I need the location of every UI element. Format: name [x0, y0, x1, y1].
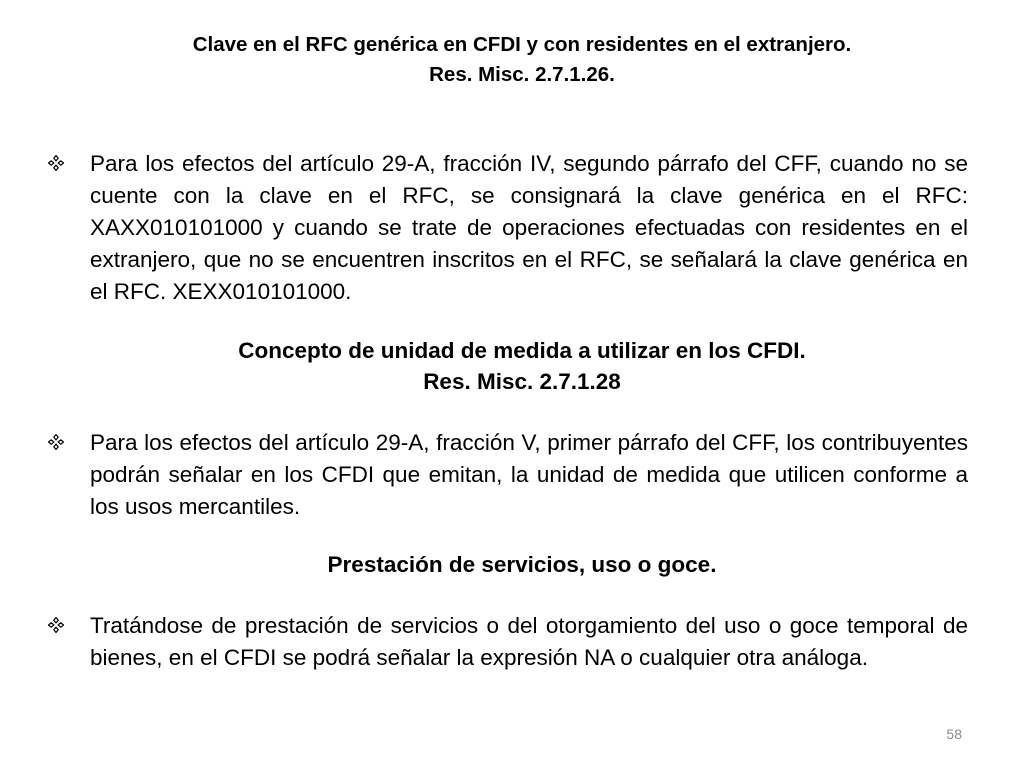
section-1-bullet [48, 148, 968, 308]
section-1-title: Clave en el RFC genérica en CFDI y con residentes en el extranjero. [192, 33, 852, 56]
section-3-bullet-text: Tratándose de prestación de servicios o del otorgamiento del uso o goce temporal de bienes, en el CFDI se podrá señalar la expresión NA o cualquier otra análoga. [90, 613, 968, 670]
section-2-bullet-text: Para los efectos del artículo 29-A, fracción V, primer párrafo del CFF, los contribuyentes podrán señalar en los CFDI que emitan, la unidad de medida que utilicen conforme a los usos mercantiles. [90, 430, 968, 519]
section-1-subtitle: Res. Misc. 2.7.1.26. [429, 63, 615, 86]
section-3-bullet [48, 610, 968, 674]
section-3-heading [40, 549, 1004, 580]
section-2-title: Concepto de unidad de medida a utilizar en los CFDI. [238, 338, 806, 363]
section-1-bullet-text: Para los efectos del artículo 29-A, fracción IV, segundo párrafo del CFF, cuando no se cuente con la clave en el RFC, se consignará la clave genérica en el RFC: XAXX010101000 y cuando se trate de operaciones efectuadas con residentes en el extranjero, que no se encuentren inscritos en el RFC, se señalará la clave genérica en el RFC. XEXX010101000. [90, 151, 968, 304]
section-2-heading [40, 335, 1004, 397]
section-1-heading [40, 30, 1004, 90]
four-diamond-bullet-icon [48, 148, 90, 178]
section-2-bullet [48, 427, 968, 523]
four-diamond-bullet-icon [48, 427, 90, 457]
page-number: 58 [946, 726, 962, 742]
four-diamond-bullet-icon [48, 610, 90, 640]
section-3-title: Prestación de servicios, uso o goce. [327, 552, 717, 577]
section-2-subtitle: Res. Misc. 2.7.1.28 [423, 369, 621, 394]
